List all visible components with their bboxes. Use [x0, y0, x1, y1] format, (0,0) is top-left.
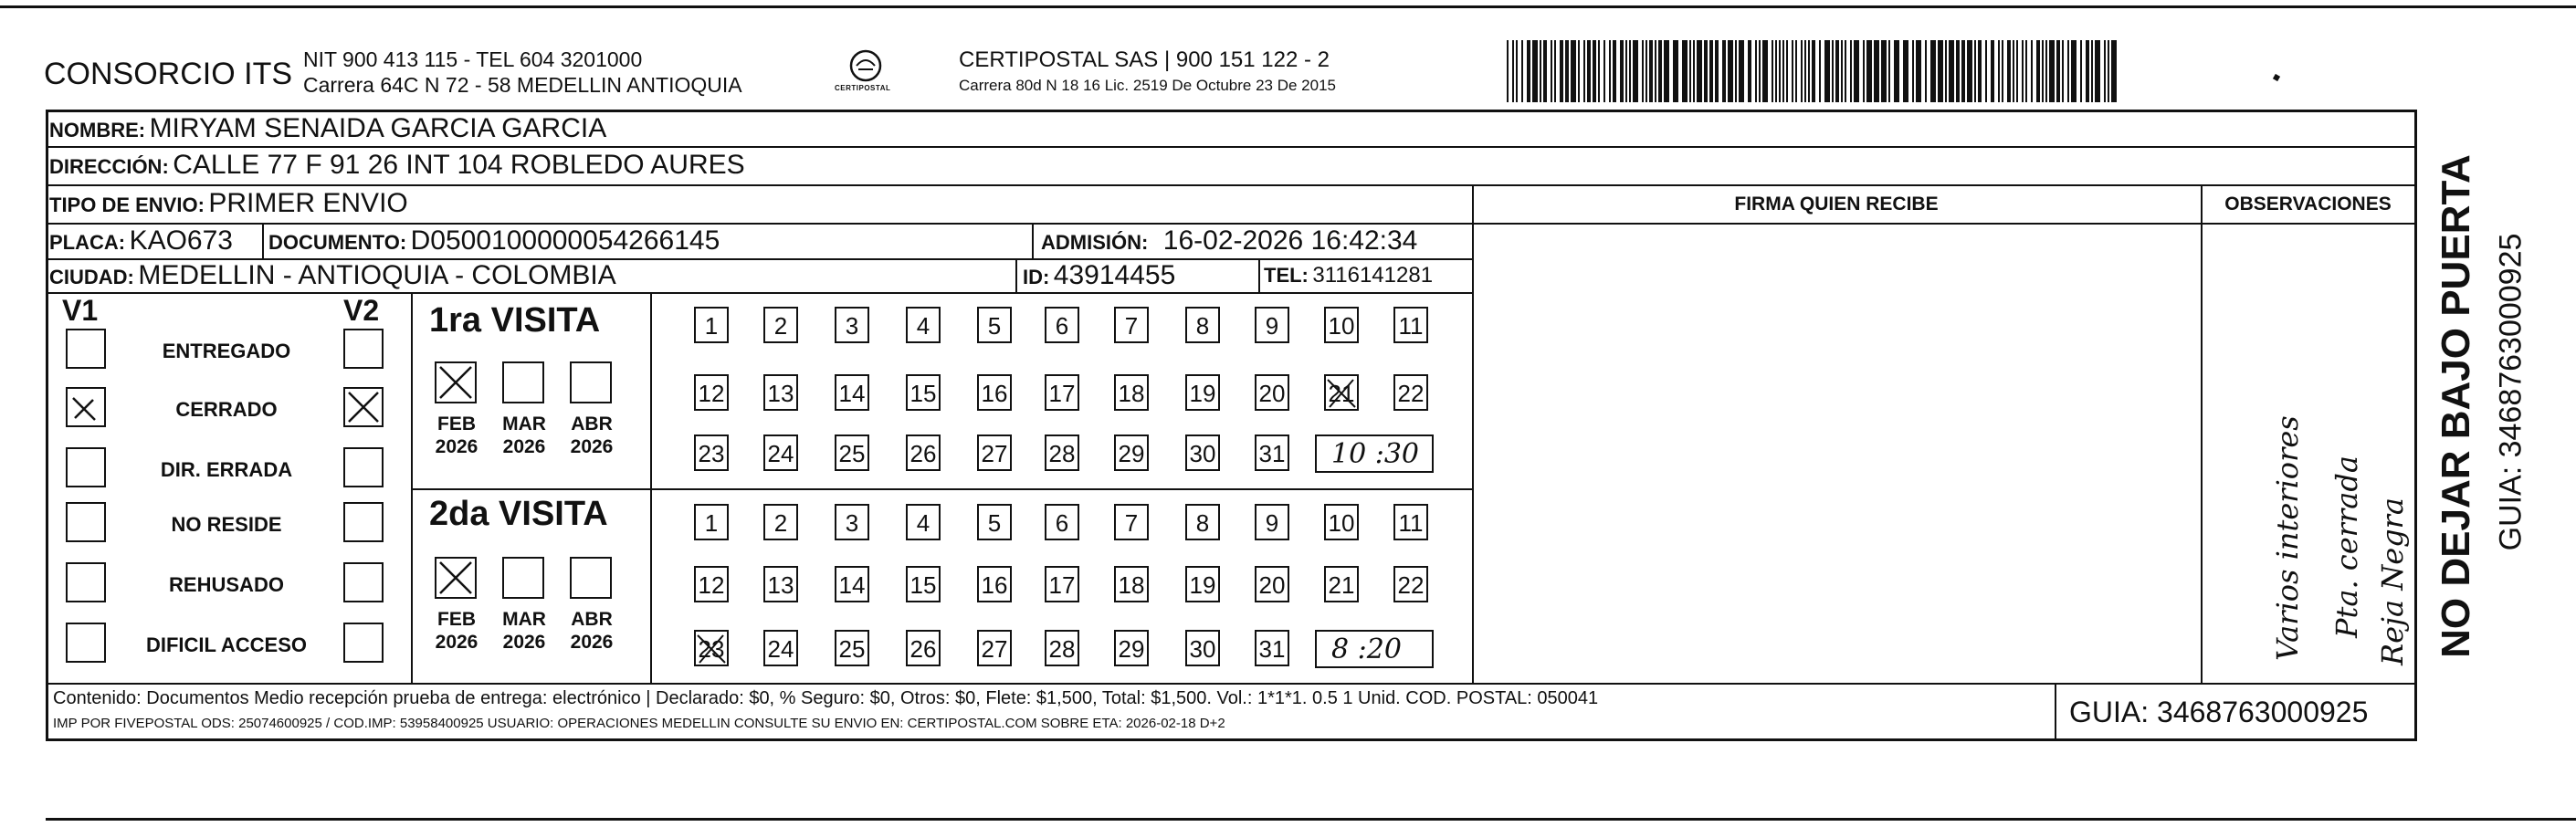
barcode-bar	[1991, 40, 1994, 102]
barcode-bar	[1967, 40, 1972, 102]
day-box[interactable]: 13	[763, 374, 798, 411]
obs-line-1: Varios interiores	[2270, 415, 2305, 661]
barcode-bar	[2091, 40, 2093, 102]
barcode-bar	[2071, 40, 2077, 102]
barcode-bar	[1633, 40, 1638, 102]
documento-value: D0500100000054266145	[410, 225, 720, 256]
day-box[interactable]: 14	[835, 566, 869, 602]
day-box[interactable]: 20	[1255, 566, 1289, 602]
obs-line-3: Reja Negra	[2375, 497, 2410, 665]
barcode-bar	[1629, 40, 1631, 102]
barcode-bar	[1835, 40, 1839, 102]
barcode-bar	[1571, 40, 1576, 102]
barcode-bar	[1782, 40, 1784, 102]
day-box[interactable]: 7	[1114, 307, 1149, 343]
barcode-bar	[1795, 40, 1797, 102]
status-label: DIR. ERRADA	[160, 458, 293, 481]
rule-6	[46, 292, 1472, 294]
day-box[interactable]: 19	[1185, 566, 1220, 602]
bottom-edge-line	[46, 818, 2576, 821]
barcode-bar	[1762, 40, 1768, 102]
day-box[interactable]: 26	[906, 630, 941, 666]
barcode-bar	[1664, 40, 1669, 102]
day-box[interactable]: 28	[1045, 630, 1079, 666]
day-box[interactable]: 7	[1114, 504, 1149, 540]
rule-2	[46, 184, 2417, 186]
barcode-bar	[1583, 40, 1585, 102]
day-box[interactable]: 22	[1393, 374, 1428, 411]
nombre-row	[49, 113, 606, 144]
v1-checkbox[interactable]	[66, 329, 106, 369]
barcode-bar	[1543, 40, 1547, 102]
day-box[interactable]: 4	[906, 307, 941, 343]
day-box[interactable]: 23	[694, 434, 729, 471]
status-label: CERRADO	[175, 398, 278, 421]
day-box[interactable]: 12	[694, 374, 729, 411]
status-label: ENTREGADO	[162, 340, 291, 362]
barcode-bar	[1516, 40, 1518, 102]
day-box[interactable]: 5	[977, 307, 1012, 343]
barcode-bar	[2049, 40, 2055, 102]
barcode-bar	[1945, 40, 1947, 102]
day-box[interactable]: 10	[1324, 504, 1359, 540]
visit2-time-box	[1315, 630, 1434, 668]
day-mark-icon	[694, 630, 729, 671]
direccion-row	[49, 150, 745, 181]
barcode-bar	[1704, 40, 1708, 102]
col-footer-guia	[2055, 683, 2056, 741]
barcode-bar	[1961, 40, 1965, 102]
barcode-bar	[1507, 40, 1509, 102]
month-checkbox[interactable]	[570, 557, 612, 599]
month-checkbox[interactable]	[502, 361, 544, 403]
month-label	[429, 413, 484, 458]
placa-row	[49, 225, 233, 256]
barcode-bar	[1808, 40, 1810, 102]
barcode-bar	[2013, 40, 2014, 102]
day-box[interactable]: 28	[1045, 434, 1079, 471]
side-notice: NO DEJAR BAJO PUERTA	[2434, 154, 2478, 658]
v1-label: V1	[62, 294, 99, 327]
barcode-bar	[1551, 40, 1552, 102]
month-label	[564, 608, 619, 654]
barcode-bar	[2002, 40, 2003, 102]
v1-checkbox[interactable]	[66, 502, 106, 542]
barcode-bar	[2086, 40, 2089, 102]
visit1-time-box	[1315, 434, 1434, 473]
v2-checkbox[interactable]	[343, 329, 384, 369]
day-box[interactable]: 26	[906, 434, 941, 471]
visit2-time: 8 :20	[1331, 633, 1402, 665]
barcode-bar	[1863, 40, 1865, 102]
day-box[interactable]: 31	[1255, 434, 1289, 471]
day-box[interactable]: 21	[1324, 566, 1359, 602]
day-box[interactable]: 13	[763, 566, 798, 602]
month-year: 2026	[435, 436, 478, 457]
ciudad-row	[49, 260, 616, 291]
nombre-label: NOMBRE:	[49, 119, 146, 141]
barcode-bar	[1845, 40, 1846, 102]
day-box[interactable]: 31	[1255, 630, 1289, 666]
month-year: 2026	[435, 632, 478, 653]
barcode-bar	[1759, 40, 1761, 102]
barcode-bar	[1974, 40, 1976, 102]
logo-text: CERTIPOSTAL	[835, 84, 891, 92]
barcode-bar	[1792, 40, 1793, 102]
month-name: FEB	[437, 609, 476, 630]
barcode-bar	[2108, 40, 2109, 102]
direccion-value: CALLE 77 F 91 26 INT 104 ROBLEDO AURES	[173, 150, 745, 180]
barcode-bar	[1819, 40, 1821, 102]
barcode-bar	[1775, 40, 1777, 102]
day-box[interactable]: 24	[763, 630, 798, 666]
ciudad-label: CIUDAD:	[49, 266, 134, 288]
day-box[interactable]: 16	[977, 566, 1012, 602]
month-year: 2026	[570, 632, 614, 653]
observaciones-handwriting	[2228, 265, 2411, 666]
month-name: MAR	[502, 414, 546, 434]
barcode-bar	[1930, 40, 1936, 102]
barcode-bar	[1938, 40, 1943, 102]
barcode-bar	[1613, 40, 1616, 102]
barcode-bar	[1985, 40, 1987, 102]
month-label	[497, 413, 552, 458]
barcode-bar	[2095, 40, 2100, 102]
barcode-bar	[1658, 40, 1662, 102]
col-placa	[262, 223, 264, 258]
barcode-bar	[1841, 40, 1843, 102]
v1-checkbox[interactable]	[66, 387, 106, 427]
barcode-bar	[1956, 40, 1960, 102]
admision-label: ADMISIÓN:	[1041, 231, 1149, 254]
ciudad-value: MEDELLIN - ANTIOQUIA - COLOMBIA	[138, 260, 616, 290]
rule-4b	[2201, 223, 2417, 225]
month-checkbox[interactable]	[502, 557, 544, 599]
barcode-bar	[1540, 40, 1541, 102]
month-name: ABR	[571, 609, 613, 630]
v1-checkbox[interactable]	[66, 447, 106, 487]
day-box[interactable]: 14	[835, 374, 869, 411]
status-label: DIFICIL ACCESO	[145, 633, 307, 656]
barcode-bar	[1593, 40, 1596, 102]
company-name: CONSORCIO ITS	[44, 57, 293, 91]
day-box[interactable]: 29	[1114, 434, 1149, 471]
barcode-bar	[1697, 40, 1702, 102]
direccion-label: DIRECCIÓN:	[49, 155, 169, 178]
day-box[interactable]: 2	[763, 504, 798, 540]
barcode-bar	[1722, 40, 1726, 102]
day-box[interactable]: 20	[1255, 374, 1289, 411]
barcode-bar	[1850, 40, 1852, 102]
tel-row	[1264, 263, 1433, 288]
barcode-bar	[2036, 40, 2040, 102]
col-obs-right	[2415, 110, 2417, 741]
side-guia: GUIA: 3468763000925	[2493, 233, 2529, 551]
barcode-bar	[1625, 40, 1627, 102]
certipostal-logo	[835, 46, 893, 100]
v1-checkbox[interactable]	[66, 623, 106, 663]
company-nit: NIT 900 413 115 - TEL 604 3201000	[303, 47, 643, 71]
id-value: 43914455	[1053, 260, 1176, 290]
barcode-bar	[1693, 40, 1695, 102]
month-year: 2026	[570, 436, 614, 457]
rule-3	[46, 223, 2417, 225]
barcode-bar	[1888, 40, 1890, 102]
day-box[interactable]: 11	[1393, 307, 1428, 343]
status-label: NO RESIDE	[171, 513, 282, 536]
barcode-bar	[2062, 40, 2064, 102]
footer-imp: IMP POR FIVEPOSTAL ODS: 25074600925 / COD.IMP: 53958400925 USUARIO: OPERACIONES MEDELLIN CONSULTE SU ENVIO EN: CERTIPOSTAL.COM SOBRE ETA: 2026-02-18 D+2	[53, 716, 1225, 731]
month-name: FEB	[437, 414, 476, 434]
day-box[interactable]: 25	[835, 630, 869, 666]
col-admision	[1032, 223, 1034, 258]
col-obs-left	[2201, 184, 2203, 683]
top-edge-line	[0, 5, 2576, 8]
barcode-bar	[1881, 40, 1887, 102]
day-box[interactable]: 17	[1045, 374, 1079, 411]
barcode-bar	[1598, 40, 1600, 102]
documento-label: DOCUMENTO:	[268, 231, 407, 254]
day-box[interactable]: 8	[1185, 307, 1220, 343]
day-box[interactable]: 2	[763, 307, 798, 343]
day-box[interactable]: 4	[906, 504, 941, 540]
day-box[interactable]: 1	[694, 307, 729, 343]
barcode	[1507, 40, 2119, 102]
barcode-bar	[1786, 40, 1788, 102]
day-box[interactable]: 21	[1324, 374, 1359, 411]
barcode-bar	[2042, 40, 2044, 102]
day-box[interactable]: 17	[1045, 566, 1079, 602]
day-box[interactable]: 23	[694, 630, 729, 666]
day-box[interactable]: 9	[1255, 307, 1289, 343]
nombre-value: MIRYAM SENAIDA GARCIA GARCIA	[149, 113, 607, 143]
barcode-bar	[1709, 40, 1713, 102]
col-tel	[1258, 258, 1260, 292]
day-box[interactable]: 11	[1393, 504, 1428, 540]
footer-contenido: Contenido: Documentos Medio recepción prueba de entrega: electrónico | Declarado: $0, % Seguro: $0, Otros: $0, Flete: $1,500, Total: $1,500. Vol.: 1*1*1. 0.5 1 Unid. COD. POSTAL: 050041	[53, 688, 1599, 708]
month-year: 2026	[502, 632, 546, 653]
visit1-title: 1ra VISITA	[429, 301, 601, 340]
barcode-bar	[1801, 40, 1803, 102]
barcode-bar	[2080, 40, 2082, 102]
admision-row	[1041, 225, 1417, 256]
visit1-time: 10 :30	[1331, 438, 1419, 470]
observaciones-label: OBSERVACIONES	[2224, 194, 2392, 215]
documento-row	[268, 225, 720, 256]
tel-value: 3116141281	[1312, 263, 1434, 288]
day-box[interactable]: 19	[1185, 374, 1220, 411]
tipo-value: PRIMER ENVIO	[208, 188, 408, 218]
month-label	[497, 608, 552, 654]
col-visits-days	[650, 292, 652, 683]
barcode-bar	[1587, 40, 1591, 102]
day-box[interactable]: 6	[1045, 307, 1079, 343]
month-name: ABR	[571, 414, 613, 434]
col-firma-left	[1472, 184, 1474, 683]
barcode-bar	[1673, 40, 1678, 102]
day-box[interactable]: 25	[835, 434, 869, 471]
rule-visits-mid	[411, 488, 1472, 490]
barcode-bar	[1554, 40, 1556, 102]
tipo-label: TIPO DE ENVIO:	[49, 194, 205, 216]
day-box[interactable]: 18	[1114, 374, 1149, 411]
barcode-bar	[1682, 40, 1688, 102]
day-box[interactable]: 3	[835, 307, 869, 343]
barcode-bar	[2007, 40, 2011, 102]
carrier-name: CERTIPOSTAL SAS | 900 151 122 - 2	[959, 47, 1330, 72]
barcode-bar	[1645, 40, 1647, 102]
day-box[interactable]: 1	[694, 504, 729, 540]
id-label: ID:	[1023, 266, 1050, 288]
barcode-bar	[2031, 40, 2033, 102]
day-box[interactable]: 8	[1185, 504, 1220, 540]
day-box[interactable]: 3	[835, 504, 869, 540]
day-box[interactable]: 30	[1185, 434, 1220, 471]
v2-label: V2	[343, 294, 380, 327]
day-box[interactable]: 18	[1114, 566, 1149, 602]
day-mark-icon	[1324, 374, 1359, 415]
barcode-bar	[1949, 40, 1954, 102]
barcode-bar	[1739, 40, 1744, 102]
barcode-bar	[2111, 40, 2117, 102]
barcode-bar	[2104, 40, 2106, 102]
barcode-bar	[1866, 40, 1872, 102]
barcode-bar	[1655, 40, 1656, 102]
barcode-bar	[1804, 40, 1806, 102]
barcode-bar	[1978, 40, 1982, 102]
barcode-bar	[1642, 40, 1644, 102]
day-box[interactable]: 27	[977, 434, 1012, 471]
barcode-bar	[1609, 40, 1611, 102]
barcode-bar	[1620, 40, 1624, 102]
month-name: MAR	[502, 609, 546, 630]
barcode-bar	[1854, 40, 1859, 102]
month-label	[564, 413, 619, 458]
barcode-bar	[1925, 40, 1927, 102]
barcode-bar	[1603, 40, 1605, 102]
tipo-row	[49, 188, 408, 219]
status-label: REHUSADO	[169, 573, 284, 596]
day-box[interactable]: 5	[977, 504, 1012, 540]
barcode-bar	[1998, 40, 2000, 102]
barcode-bar	[2056, 40, 2060, 102]
day-box[interactable]: 27	[977, 630, 1012, 666]
v2-checkbox[interactable]	[343, 387, 384, 427]
barcode-bar	[1512, 40, 1514, 102]
tick-mark	[2273, 74, 2280, 81]
month-label	[429, 608, 484, 654]
month-checkbox[interactable]	[435, 557, 477, 599]
tel-label: TEL:	[1264, 264, 1309, 287]
barcode-bar	[1715, 40, 1719, 102]
barcode-bar	[1779, 40, 1781, 102]
day-box[interactable]: 24	[763, 434, 798, 471]
placa-value: KAO673	[129, 225, 233, 256]
barcode-bar	[1903, 40, 1908, 102]
barcode-bar	[1578, 40, 1580, 102]
barcode-bar	[2022, 40, 2024, 102]
admision-value: 16-02-2026 16:42:34	[1162, 225, 1418, 256]
month-checkbox[interactable]	[435, 361, 477, 403]
day-box[interactable]: 16	[977, 374, 1012, 411]
day-box[interactable]: 15	[906, 566, 941, 602]
barcode-bar	[1748, 40, 1751, 102]
barcode-bar	[1532, 40, 1538, 102]
barcode-bar	[2025, 40, 2027, 102]
v2-checkbox[interactable]	[343, 502, 384, 542]
barcode-bar	[1755, 40, 1757, 102]
v2-checkbox[interactable]	[343, 447, 384, 487]
barcode-bar	[1912, 40, 1914, 102]
day-box[interactable]: 15	[906, 374, 941, 411]
barcode-bar	[1812, 40, 1815, 102]
barcode-bar	[1824, 40, 1830, 102]
barcode-bar	[1728, 40, 1733, 102]
barcode-bar	[1565, 40, 1569, 102]
month-year: 2026	[502, 436, 546, 457]
day-box[interactable]: 12	[694, 566, 729, 602]
day-box[interactable]: 29	[1114, 630, 1149, 666]
barcode-bar	[1527, 40, 1530, 102]
rule-footer	[46, 683, 2417, 685]
barcode-bar	[1832, 40, 1834, 102]
barcode-bar	[1916, 40, 1921, 102]
barcode-bar	[1649, 40, 1653, 102]
barcode-bar	[1735, 40, 1737, 102]
day-box[interactable]: 22	[1393, 566, 1428, 602]
barcode-bar	[2045, 40, 2047, 102]
v2-checkbox[interactable]	[343, 623, 384, 663]
barcode-bar	[1772, 40, 1773, 102]
visit2-title: 2da VISITA	[429, 495, 608, 533]
barcode-bar	[2067, 40, 2069, 102]
obs-line-2: Pta. cerrada	[2329, 455, 2364, 638]
barcode-bar	[2016, 40, 2018, 102]
v1-checkbox[interactable]	[66, 562, 106, 602]
id-row	[1023, 260, 1175, 291]
footer-guia: GUIA: 3468763000925	[2069, 696, 2369, 728]
carrier-address: Carrera 80d N 18 16 Lic. 2519 De Octubre 23 De 2015	[959, 77, 1336, 94]
firma-label: FIRMA QUIEN RECIBE	[1734, 194, 1939, 215]
day-box[interactable]: 6	[1045, 504, 1079, 540]
month-checkbox[interactable]	[570, 361, 612, 403]
company-address: Carrera 64C N 72 - 58 MEDELLIN ANTIOQUIA	[303, 73, 742, 97]
barcode-bar	[1560, 40, 1563, 102]
day-box[interactable]: 9	[1255, 504, 1289, 540]
col-visits-left	[411, 292, 413, 683]
barcode-bar	[1874, 40, 1879, 102]
barcode-bar	[1894, 40, 1899, 102]
col-id	[1015, 258, 1017, 292]
placa-label: PLACA:	[49, 231, 126, 254]
rule-1	[46, 146, 2417, 148]
v2-checkbox[interactable]	[343, 562, 384, 602]
day-box[interactable]: 30	[1185, 630, 1220, 666]
barcode-bar	[1521, 40, 1523, 102]
day-box[interactable]: 10	[1324, 307, 1359, 343]
barcode-bar	[1689, 40, 1691, 102]
